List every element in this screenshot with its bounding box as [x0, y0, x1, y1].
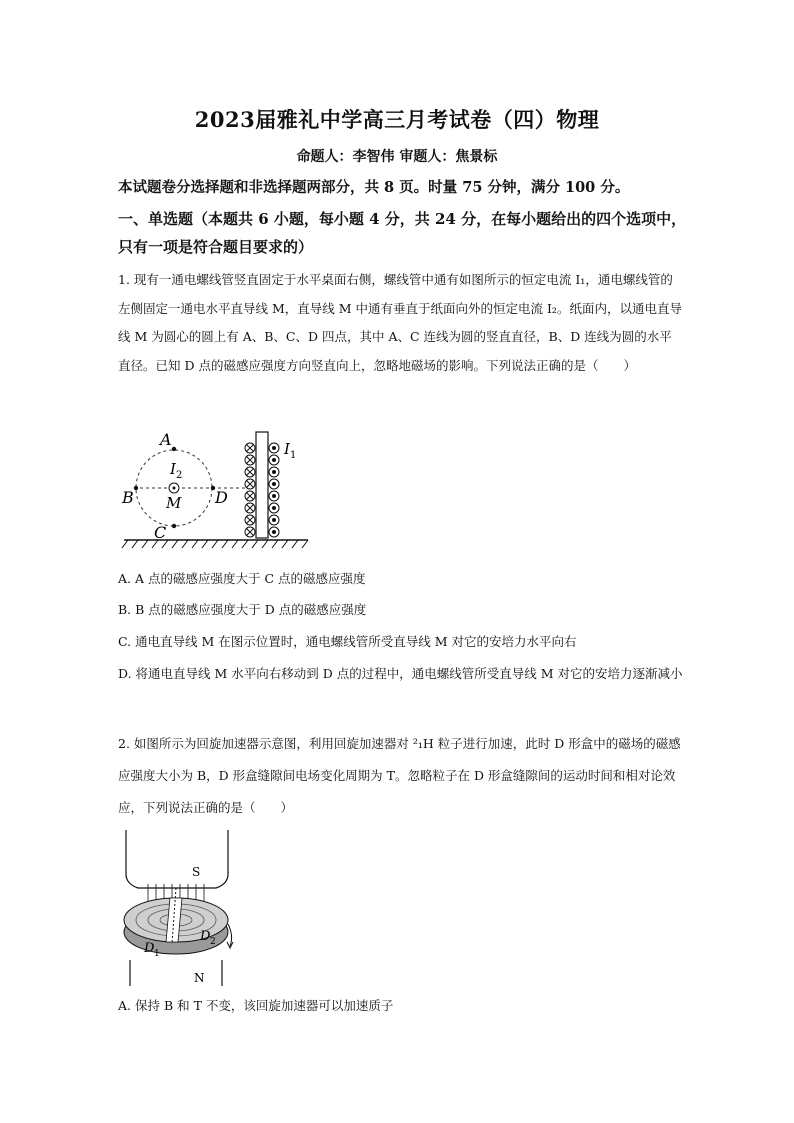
author-line: 命题人：李智伟 审题人：焦景标 — [296, 149, 498, 165]
label-n: N — [194, 971, 205, 985]
question-1-option-d: D. 将通电直导线 M 水平向右移动到 D 点的过程中，通电螺线管所受直导线 M 对它的安培力逐渐减小 — [118, 666, 683, 681]
label-d2: D — [200, 929, 211, 944]
label-i2-sub: 2 — [176, 470, 183, 481]
section-heading: 一、单选题（本题共 6 小题，每小题 4 分，共 24 分，在每小题给出的四个选项中，只有一项是符合题目要求的） — [118, 210, 687, 256]
label-c: C — [154, 523, 167, 542]
label-s: S — [192, 865, 201, 879]
question-2-option-a: A. 保持 B 和 T 不变，该回旋加速器可以加速质子 — [118, 998, 394, 1013]
question-2-stem: 2. 如图所示为回旋加速器示意图，利用回旋加速器对 ²₁H 粒子进行加速，此时 D 形盒中的磁场的磁感应强度大小为 B，D 形盒缝隙间电场变化周期为 T。忽略粒子在 D 形盒缝隙间的运动时间和相对论效应，下列说法正确的是（ ） — [118, 736, 681, 815]
exam-intro: 本试题卷分选择题和非选择题两部分，共 8 页。时量 75 分钟，满分 100 分。 — [118, 179, 630, 196]
label-m: M — [166, 494, 182, 512]
question-1-figure — [118, 426, 318, 552]
solenoid-cross-column — [245, 443, 255, 537]
label-d2-sub: 2 — [210, 937, 216, 947]
label-i1: I — [284, 440, 290, 458]
point-a — [172, 447, 176, 451]
question-1-option-c: C. 通电直导线 M 在图示位置时，通电螺线管所受直导线 M 对它的安培力水平向右 — [118, 634, 577, 649]
question-1-option-b: B. B 点的磁感应强度大于 D 点的磁感应强度 — [118, 602, 367, 617]
label-i2: I — [170, 460, 176, 478]
label-d1: D — [144, 941, 155, 956]
rotation-arrow — [228, 924, 232, 946]
label-b: B — [122, 488, 134, 507]
magnet-upper-pole — [126, 830, 228, 888]
label-d1-sub: 1 — [154, 949, 160, 959]
question-1-option-a: A. A 点的磁感应强度大于 C 点的磁感应强度 — [118, 571, 366, 586]
page-title: 2023届雅礼中学高三月考试卷（四）物理 — [194, 107, 600, 132]
solenoid-core — [256, 432, 268, 538]
table-hatching — [122, 540, 308, 548]
point-c — [172, 524, 176, 528]
question-2-figure — [118, 828, 248, 988]
question-1-stem: 1. 现有一通电螺线管竖直固定于水平桌面右侧，螺线管中通有如图所示的恒定电流 I₁，通电螺线管的左侧固定一通电水平直导线 M，直导线 M 中通有垂直于纸面向外的恒定电流 I₂。纸面内，以通电直导线 M 为圆心的圆上有 A、B、C、D 四点，其中 A、C 连线为圆的竖直直径，B、D 连线为圆的水平直径。已知 D 点的磁感应强度方向竖直向上，忽略地磁场的影响。下列说法正确的是（ ） — [118, 272, 682, 373]
label-a: A — [160, 430, 172, 449]
point-b — [134, 486, 138, 490]
label-d: D — [215, 488, 228, 507]
magnet-lower-pole — [130, 960, 222, 986]
wire-m-dot — [173, 487, 176, 490]
solenoid-dot-column — [269, 443, 279, 537]
label-i1-sub: 1 — [290, 450, 297, 461]
